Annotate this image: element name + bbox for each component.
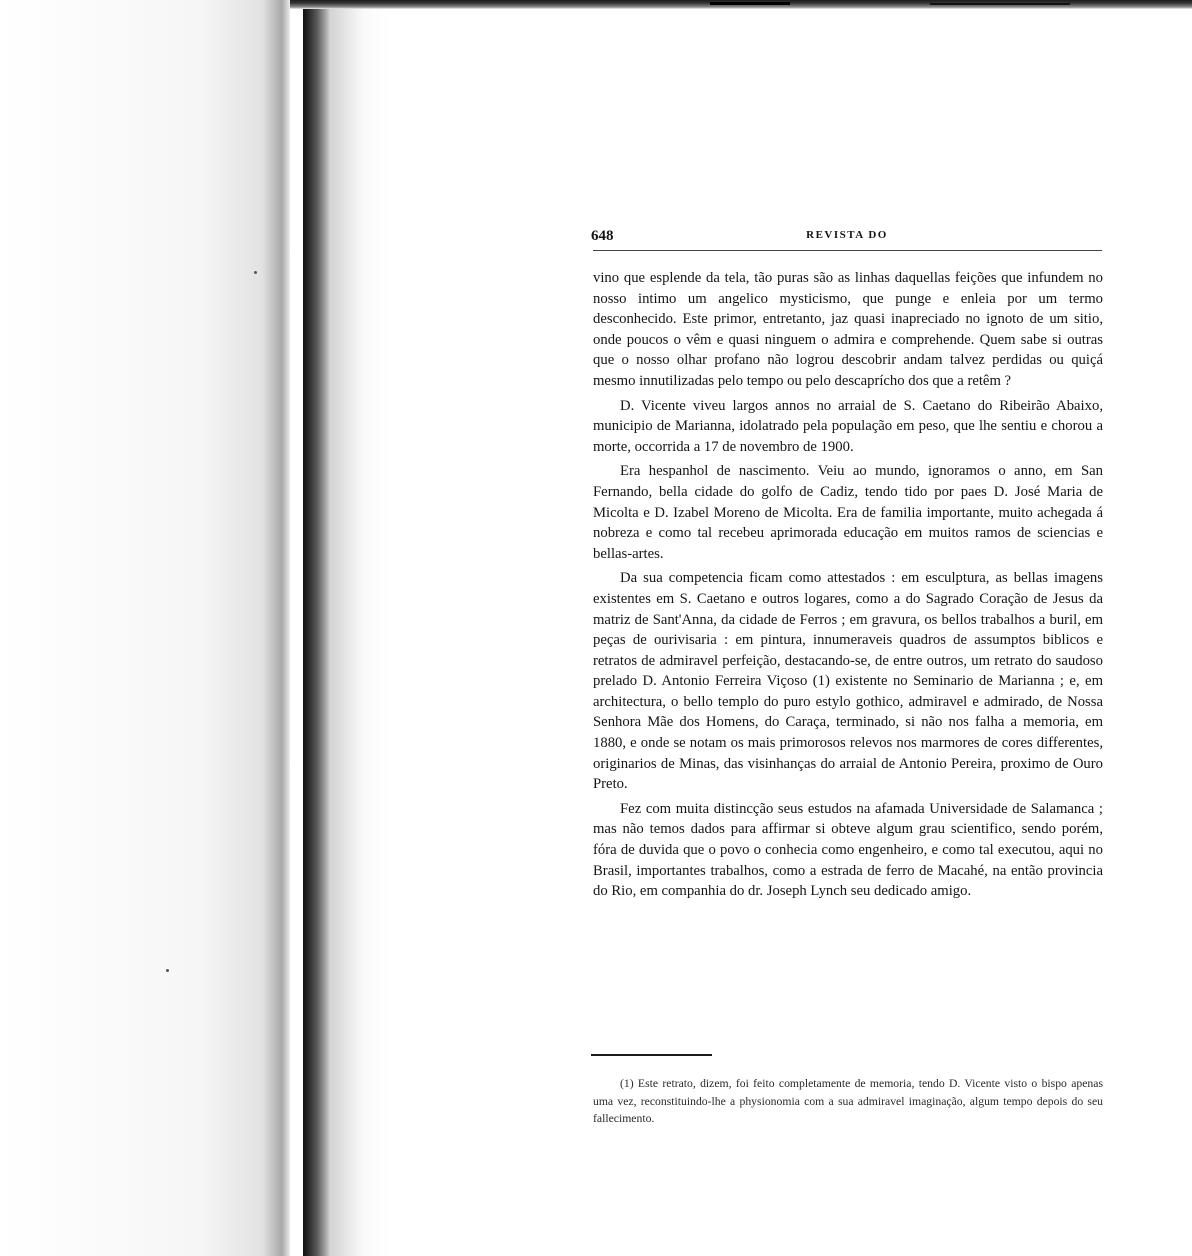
scan-speck	[166, 969, 169, 972]
page-gutter-shadow	[331, 0, 391, 1256]
paragraph: Era hespanhol de nascimento. Veiu ao mundo, ignoramos o anno, em San Fernando, bella cidade do golfo de Cadiz, tendo tido por paes D. José Maria de Micolta e D. Izabel Moreno de Micolta. Era de familia importante, muito achegada á nobreza e como tal recebeu aprimorada educação em muitos ramos de sciencias e bellas-artes.	[593, 463, 1103, 562]
paragraph: D. Vicente viveu largos annos no arraial de S. Caetano do Ribeirão Abaixo, municipio de Marianna, idolatrado pela população em peso, que lhe sentiu e chorou a morte, occorrida a 17 de novembro de 1900.	[593, 397, 1103, 455]
journal-title: REVISTA DO	[806, 229, 888, 241]
header-rule	[593, 250, 1102, 251]
footnote: (1) Este retrato, dizem, foi feito completamente de memoria, tendo D. Vicente visto o bispo apenas uma vez, reconstituindo-lhe a physionomia com a sua admiravel imaginação, algum tempo depois do seu fallecimento.	[593, 1077, 1103, 1125]
running-head	[591, 228, 1103, 246]
book-spine-shadow	[303, 0, 331, 1256]
scan-left-margin	[0, 0, 290, 1256]
paragraph: Fez com muita distincção seus estudos na afamada Universidade de Salamanca ; mas não temos dados para affirmar si obteve algum grau scientifico, sendo porém, fóra de duvida que o povo o conhecia como engenheiro, e como tal executou, aqui no Brasil, importantes trabalhos, como a estrada de ferro de Macahé, na então provincia do Rio, em companhia do dr. Joseph Lynch seu dedicado amigo.	[593, 800, 1103, 900]
footnote-rule	[591, 1054, 712, 1056]
scan-mark	[710, 2, 790, 5]
paragraph: Da sua competencia ficam como attestados : em esculptura, as bellas imagens existentes em S. Caetano e outros logares, como a do Sagrado Coração de Jesus da matriz de Sant'Anna, da cidade de Ferros ; em gravura, os bellos trabalhos a buril, em peças de ourivisaria : em pintura, innumeraveis quadros de assumptos biblicos e retratos de admiravel perfeição, destacando-se, de entre outros, um retrato do saudoso prelado D. Antonio Ferreira Viçoso (1) existente no Seminario de Marianna ; e, em architectura, o bello templo do puro estylo gothico, admiravel e admirado, de Nossa Senhora Mãe dos Homens, do Caraça, terminado, si não nos falha a memoria, em 1880, e onde se notam os mais primorosos relevos nos marmores de cores differentes, originarios de Minas, das visinhanças do arraial de Antonio Pereira, proximo de Ouro Preto.	[593, 570, 1103, 793]
paragraph: vino que esplende da tela, tão puras são as linhas daquellas feições que infundem no nosso intimo um angelico mysticismo, que punge e enleia por um termo desconhecido. Este primor, entretanto, jaz quasi inapreciado no ignoto de um sitio, onde poucos o vêm e quasi ninguem o admira e comprehende. Quem sabe si outras que o nosso olhar profano não logrou descobrir andam talvez perdidas ou quiçá mesmo innutilizadas pelo tempo ou pelo descaprícho dos que a retêm ?	[593, 270, 1103, 389]
body-text	[593, 268, 1103, 906]
scan-speck	[254, 271, 257, 274]
scan-top-edge	[290, 0, 1192, 9]
scan-mark	[930, 3, 1070, 5]
page-number: 648	[591, 228, 614, 244]
